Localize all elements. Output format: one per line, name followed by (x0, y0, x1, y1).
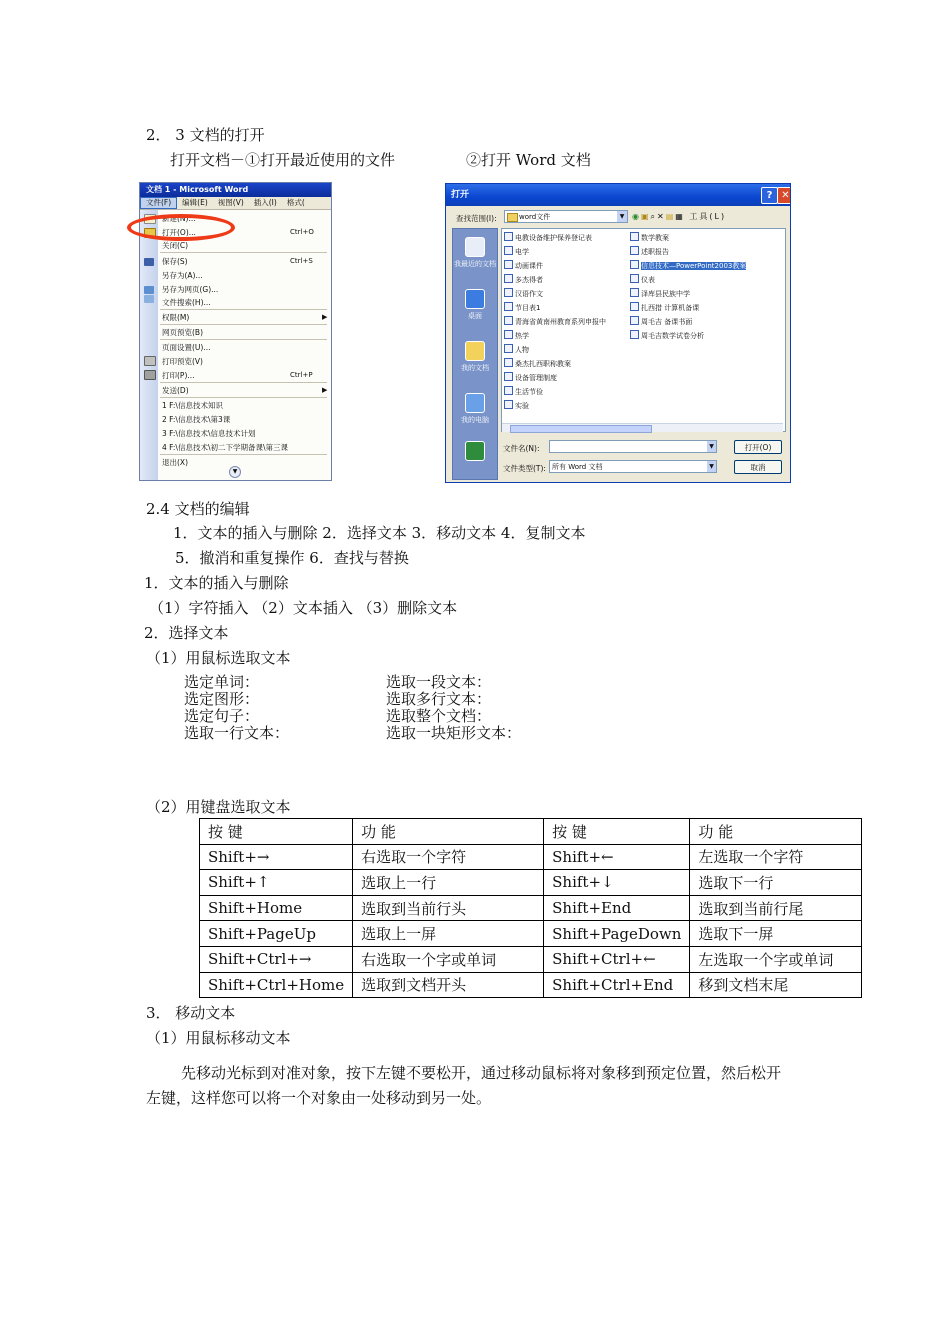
mouse-select-left-list (184, 674, 289, 742)
open-dialog-screenshot (445, 183, 791, 483)
search-web-icon[interactable]: ⌕ (650, 212, 658, 221)
expand-menu-chevron-icon[interactable]: ▼ (229, 466, 241, 478)
printer-icon (144, 370, 156, 380)
recent-file-1[interactable]: 1 F:\信息技术知识 (162, 401, 223, 410)
section-3-heading: 3． 移动文本 (146, 1004, 236, 1022)
filename-input[interactable] (549, 440, 717, 453)
file-item[interactable]: 电学 (504, 246, 529, 257)
table-cell: Shift+↓ (544, 870, 690, 896)
menu-separator (160, 454, 327, 455)
delete-icon[interactable]: ✕ (657, 212, 666, 221)
table-cell: Shift+Home (200, 895, 353, 921)
menu-item-file-search[interactable]: 文件搜索(H)... (162, 298, 211, 307)
menu-item-new[interactable]: 新建(N)... (162, 214, 196, 223)
menu-item-print-preview[interactable]: 打印预览(V) (162, 357, 203, 366)
table-row (200, 895, 862, 921)
recent-docs-icon (465, 237, 485, 257)
print-shortcut: Ctrl+P (290, 371, 313, 379)
horizontal-scrollbar[interactable] (502, 423, 783, 432)
cancel-button[interactable]: 取消 (734, 460, 782, 474)
table-cell: Shift+↑ (200, 870, 353, 896)
menu-item-page-setup[interactable]: 页面设置(U)... (162, 343, 211, 352)
back-icon[interactable]: ◉ (632, 212, 641, 221)
menu-icon-gutter (140, 210, 158, 480)
highlight-circle (127, 214, 235, 241)
table-header: 按 键 (544, 819, 690, 845)
table-cell: Shift+End (544, 895, 690, 921)
word-window-title: 文档 1 - Microsoft Word (140, 183, 331, 197)
table-row (200, 870, 862, 896)
open-document-line-2: ②打开 Word 文档 (466, 151, 591, 169)
select-word-label: 选定单词： (184, 673, 260, 691)
menu-separator (160, 397, 327, 398)
subheading-select-text: 2．选择文本 (144, 624, 229, 642)
look-in-value: word文件 (519, 213, 551, 221)
move-paragraph-line-1: 先移动光标到对准对象，按下左键不要松开，通过移动鼠标将对象移到预定位置，然后松开 (181, 1064, 782, 1082)
table-cell: 左选取一个字符 (690, 844, 862, 870)
menu-separator (160, 339, 327, 340)
submenu-arrow-icon: ▶ (322, 313, 328, 321)
file-item-selected[interactable]: 信息技术—PowerPoint2003教案 (630, 260, 746, 271)
my-computer-icon (465, 393, 485, 413)
tools-menu[interactable]: 工具(L) (689, 212, 727, 221)
file-item[interactable]: 生活节俭 (504, 386, 543, 397)
table-cell: Shift+PageUp (200, 921, 353, 947)
place-label: 我最近的文档 (454, 260, 496, 268)
file-item[interactable]: 动画课件 (504, 260, 543, 271)
table-row (200, 844, 862, 870)
save-as-web-icon (144, 286, 154, 294)
open-shortcut: Ctrl+O (290, 228, 314, 236)
table-cell: 选取到文档开头 (353, 972, 544, 998)
section-2-3-heading: 2． 3 文档的打开 (146, 126, 265, 144)
scrollbar-thumb[interactable] (510, 425, 652, 433)
table-cell: 左选取一个字或单词 (690, 946, 862, 972)
topic-list-line-2: 5．撤消和重复操作 6．查找与替换 (175, 549, 409, 567)
places-bar (452, 228, 498, 480)
menu-item-save-as-web[interactable]: 另存为网页(G)... (162, 285, 219, 294)
menu-edit[interactable]: 编辑(E) (182, 198, 208, 207)
table-row (200, 921, 862, 947)
close-icon[interactable]: ✕ (777, 187, 791, 204)
menu-format[interactable]: 格式( (286, 198, 305, 207)
filename-label: 文件名(N): (503, 444, 540, 453)
file-item[interactable]: 实验 (504, 400, 529, 411)
file-item[interactable]: 青海省黄南州教育系列申报中 (504, 316, 606, 327)
move-paragraph-line-2: 左键，这样您可以将一个对象由一处移动到另一处。 (146, 1089, 492, 1107)
open-button[interactable]: 打开(O) (734, 440, 782, 454)
file-item[interactable]: 周毛吉 备课书面 (630, 316, 692, 327)
filetype-label: 文件类型(T): (503, 464, 546, 473)
recent-file-2[interactable]: 2 F:\信息技术\第3课 (162, 415, 231, 424)
mouse-select-heading: （1）用鼠标选取文本 (146, 649, 291, 667)
place-my-computer[interactable] (453, 393, 497, 425)
table-cell: Shift+Ctrl+← (544, 946, 690, 972)
table-cell: 右选取一个字符 (353, 844, 544, 870)
menu-separator (160, 309, 327, 310)
file-item[interactable]: 设备管理制度 (504, 372, 557, 383)
table-cell: Shift+PageDown (544, 921, 690, 947)
chevron-down-icon[interactable]: ▼ (707, 461, 716, 472)
insert-delete-items: （1）字符插入 （2）文本插入 （3）删除文本 (149, 599, 458, 617)
table-cell: 选取到当前行头 (353, 895, 544, 921)
filetype-select[interactable] (549, 460, 717, 473)
place-recent[interactable] (453, 237, 497, 269)
file-item[interactable]: 数学教案 (630, 232, 669, 243)
look-in-dropdown[interactable] (504, 210, 628, 223)
select-block-label: 选取一块矩形文本： (386, 724, 522, 742)
place-desktop[interactable] (453, 289, 497, 321)
place-my-documents[interactable] (453, 341, 497, 373)
file-menu-dropdown (140, 210, 331, 480)
table-header-row (200, 819, 862, 845)
menu-separator (160, 252, 327, 253)
open-document-line: 打开文档－①打开最近使用的文件 (170, 151, 396, 169)
menu-item-close[interactable]: 关闭(C) (162, 241, 189, 250)
file-item[interactable]: 周毛吉数学试卷分析 (630, 330, 704, 341)
file-item[interactable]: 电教设备维护保养登记表 (504, 232, 592, 243)
place-network[interactable] (453, 441, 497, 464)
network-icon (465, 441, 485, 461)
save-icon (144, 258, 154, 266)
select-sentence-label: 选定句子： (184, 707, 260, 725)
submenu-arrow-icon: ▶ (322, 386, 328, 394)
file-item[interactable]: 人物 (504, 344, 529, 355)
desktop-icon (465, 289, 485, 309)
file-item[interactable]: 仪表 (630, 274, 655, 285)
keyboard-shortcut-table (199, 818, 862, 998)
mouse-move-heading: （1）用鼠标移动文本 (146, 1029, 291, 1047)
recent-file-3[interactable]: 3 F:\信息技术\信息技术计划 (162, 429, 256, 438)
new-folder-icon[interactable]: ▤ (665, 212, 676, 221)
menu-separator (160, 324, 327, 325)
file-item[interactable]: 汉语作文 (504, 288, 543, 299)
folder-icon (507, 213, 518, 222)
my-documents-icon (465, 341, 485, 361)
select-multiline-label: 选取多行文本： (386, 690, 492, 708)
table-header: 按 键 (200, 819, 353, 845)
menu-item-open[interactable]: 打开(O)... (162, 228, 196, 237)
menu-item-permission[interactable]: 权限(M) (162, 313, 190, 322)
file-search-icon (144, 295, 154, 303)
filetype-value: 所有 Word 文档 (552, 463, 603, 471)
up-folder-icon[interactable]: ▣ (640, 212, 651, 221)
table-cell: Shift+→ (200, 844, 353, 870)
section-2-4-heading: 2.4 文档的编辑 (146, 500, 250, 518)
select-document-label: 选取整个文档： (386, 707, 492, 725)
menu-file[interactable]: 文件(F) (140, 197, 177, 209)
table-cell: Shift+Ctrl+→ (200, 946, 353, 972)
select-line-label: 选取一行文本： (184, 724, 290, 742)
table-cell: 选取下一行 (690, 870, 862, 896)
menu-item-print[interactable]: 打印(P)... (162, 371, 195, 380)
file-item[interactable]: 桑杰扎西职称教案 (504, 358, 571, 369)
menu-view[interactable]: 视图(V) (217, 198, 244, 207)
table-cell: 选取上一行 (353, 870, 544, 896)
file-item[interactable]: 扎西措 计算机备课 (630, 302, 699, 313)
select-graphic-label: 选定图形： (184, 690, 260, 708)
table-cell: 右选取一个字或单词 (353, 946, 544, 972)
topic-list-line-1: 1．文本的插入与删除 2．选择文本 3．移动文本 4．复制文本 (173, 524, 586, 542)
menu-item-save-as[interactable]: 另存为(A)... (162, 271, 203, 280)
table-cell: 选取上一屏 (353, 921, 544, 947)
chevron-down-icon[interactable]: ▼ (707, 441, 716, 452)
table-header: 功 能 (690, 819, 862, 845)
menu-item-send[interactable]: 发送(D) (162, 386, 189, 395)
table-cell: 移到文档末尾 (690, 972, 862, 998)
table-cell: 选取到当前行尾 (690, 895, 862, 921)
select-paragraph-label: 选取一段文本： (386, 673, 492, 691)
table-cell: 选取下一屏 (690, 921, 862, 947)
table-cell: Shift+← (544, 844, 690, 870)
table-row (200, 946, 862, 972)
menu-insert[interactable]: 插入(I) (253, 198, 277, 207)
word-menubar (140, 197, 331, 210)
file-item[interactable]: 多杰得者 (504, 274, 543, 285)
menu-item-web-preview[interactable]: 网页预览(B) (162, 328, 203, 337)
help-icon[interactable]: ? (761, 187, 778, 204)
file-list (501, 228, 786, 432)
table-cell: Shift+Ctrl+Home (200, 972, 353, 998)
recent-file-4[interactable]: 4 F:\信息技术\初二下学期备课\第三课 (162, 443, 288, 452)
place-label: 桌面 (468, 312, 482, 320)
place-label: 我的电脑 (461, 416, 489, 424)
place-label: 我的文档 (461, 364, 489, 372)
dialog-title (446, 184, 790, 206)
file-item[interactable]: 节目表1 (504, 302, 540, 313)
menu-item-save[interactable]: 保存(S) (162, 257, 188, 266)
views-icon[interactable]: ▦ (675, 212, 685, 221)
menu-separator (160, 382, 327, 383)
dialog-toolbar (632, 211, 726, 222)
table-row (200, 972, 862, 998)
table-cell: Shift+Ctrl+End (544, 972, 690, 998)
file-item[interactable]: 热学 (504, 330, 529, 341)
menu-item-exit[interactable]: 退出(X) (162, 458, 188, 467)
file-item[interactable]: 泽库县民族中学 (630, 288, 690, 299)
subheading-insert-delete: 1．文本的插入与删除 (144, 574, 289, 592)
print-preview-icon (144, 356, 156, 366)
table-header: 功 能 (353, 819, 544, 845)
chevron-down-icon[interactable]: ▼ (617, 211, 627, 222)
dialog-title-text: 打开 (451, 190, 470, 200)
keyboard-select-heading: （2）用键盘选取文本 (146, 798, 291, 816)
file-item[interactable]: 述职报告 (630, 246, 669, 257)
look-in-label: 查找范围(I): (456, 214, 497, 223)
save-shortcut: Ctrl+S (290, 257, 313, 265)
mouse-select-right-list (386, 674, 521, 742)
